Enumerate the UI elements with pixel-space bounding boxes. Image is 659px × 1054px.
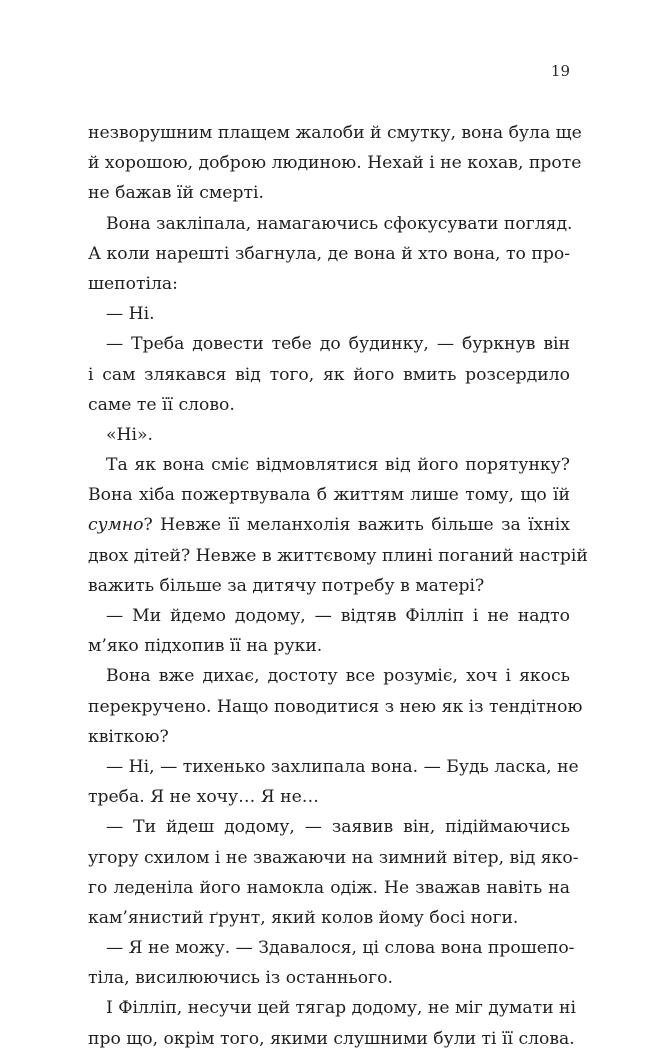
text-line: І Філліп, несучи цей тягар додому, не міг думати ні xyxy=(106,998,576,1019)
text-line: «Ні». xyxy=(106,424,153,445)
text-line: про що, окрім того, якими слушними були ті її слова. xyxy=(88,1028,575,1049)
page-number: 19 xyxy=(550,62,570,80)
text-line: квіткою? xyxy=(88,726,169,747)
text-line: треба. Я не хочу… Я не… xyxy=(88,787,319,808)
text-line: м’яко підхопив її на руки. xyxy=(88,636,323,657)
text-line: не бажав їй смерті. xyxy=(88,183,264,204)
text-line: — Ні, — тихенько захлипала вона. — Будь ласка, не xyxy=(106,756,579,777)
text-line: Вона вже дихає, достоту все розуміє, хоч і якось xyxy=(106,666,570,687)
text-line: двох дітей? Невже в життєвому плині поганий настрій xyxy=(88,545,588,566)
text-line: кам’янистий ґрунт, який колов йому босі ноги. xyxy=(88,907,519,928)
text-line: і сам злякався від того, як його вмить розсердило xyxy=(88,364,570,385)
text-line: важить більше за дитячу потребу в матері? xyxy=(88,575,485,596)
body-text xyxy=(88,118,588,1054)
text-line: — Треба довести тебе до будинку, — буркнув він xyxy=(106,334,570,355)
text-line: тіла, висилюючись із останнього. xyxy=(88,968,393,989)
text-line: сумно? Невже її меланхолія важить більше за їхніх xyxy=(88,515,570,536)
text-line: — Ми йдемо додому, — відтяв Філліп і не надто xyxy=(106,606,570,626)
text-line: — Я не можу. — Здавалося, ці слова вона прошепо- xyxy=(106,938,575,959)
text-line: угору схилом і не зважаючи на зимний вітер, від яко- xyxy=(88,847,579,868)
text-line: перекручено. Нащо поводитися з нею як із тендітною xyxy=(88,696,583,717)
text-line: Та як вона сміє відмовлятися від його порятунку? xyxy=(106,455,570,476)
text-line: шепотіла: xyxy=(88,273,178,294)
text-line: Вона закліпала, намагаючись сфокусувати погляд. xyxy=(106,213,573,234)
text-line: й хорошою, доброю людиною. Нехай і не кохав, проте xyxy=(88,153,582,174)
text-line: саме те її слово. xyxy=(88,394,235,415)
text-line: — Ні. xyxy=(106,304,155,325)
text-line: Вона хіба пожертвувала б життям лише тому, що їй xyxy=(88,485,570,506)
text-line: незворушним плащем жалоби й смутку, вона була ще xyxy=(88,123,582,143)
text-line: — Ти йдеш додому, — заявив він, підіймаючись xyxy=(106,817,570,838)
text-line: го леденіла його намокла одіж. Не зважав навіть на xyxy=(88,877,570,898)
text-line: А коли нарешті збагнула, де вона й хто вона, то про- xyxy=(88,243,570,264)
